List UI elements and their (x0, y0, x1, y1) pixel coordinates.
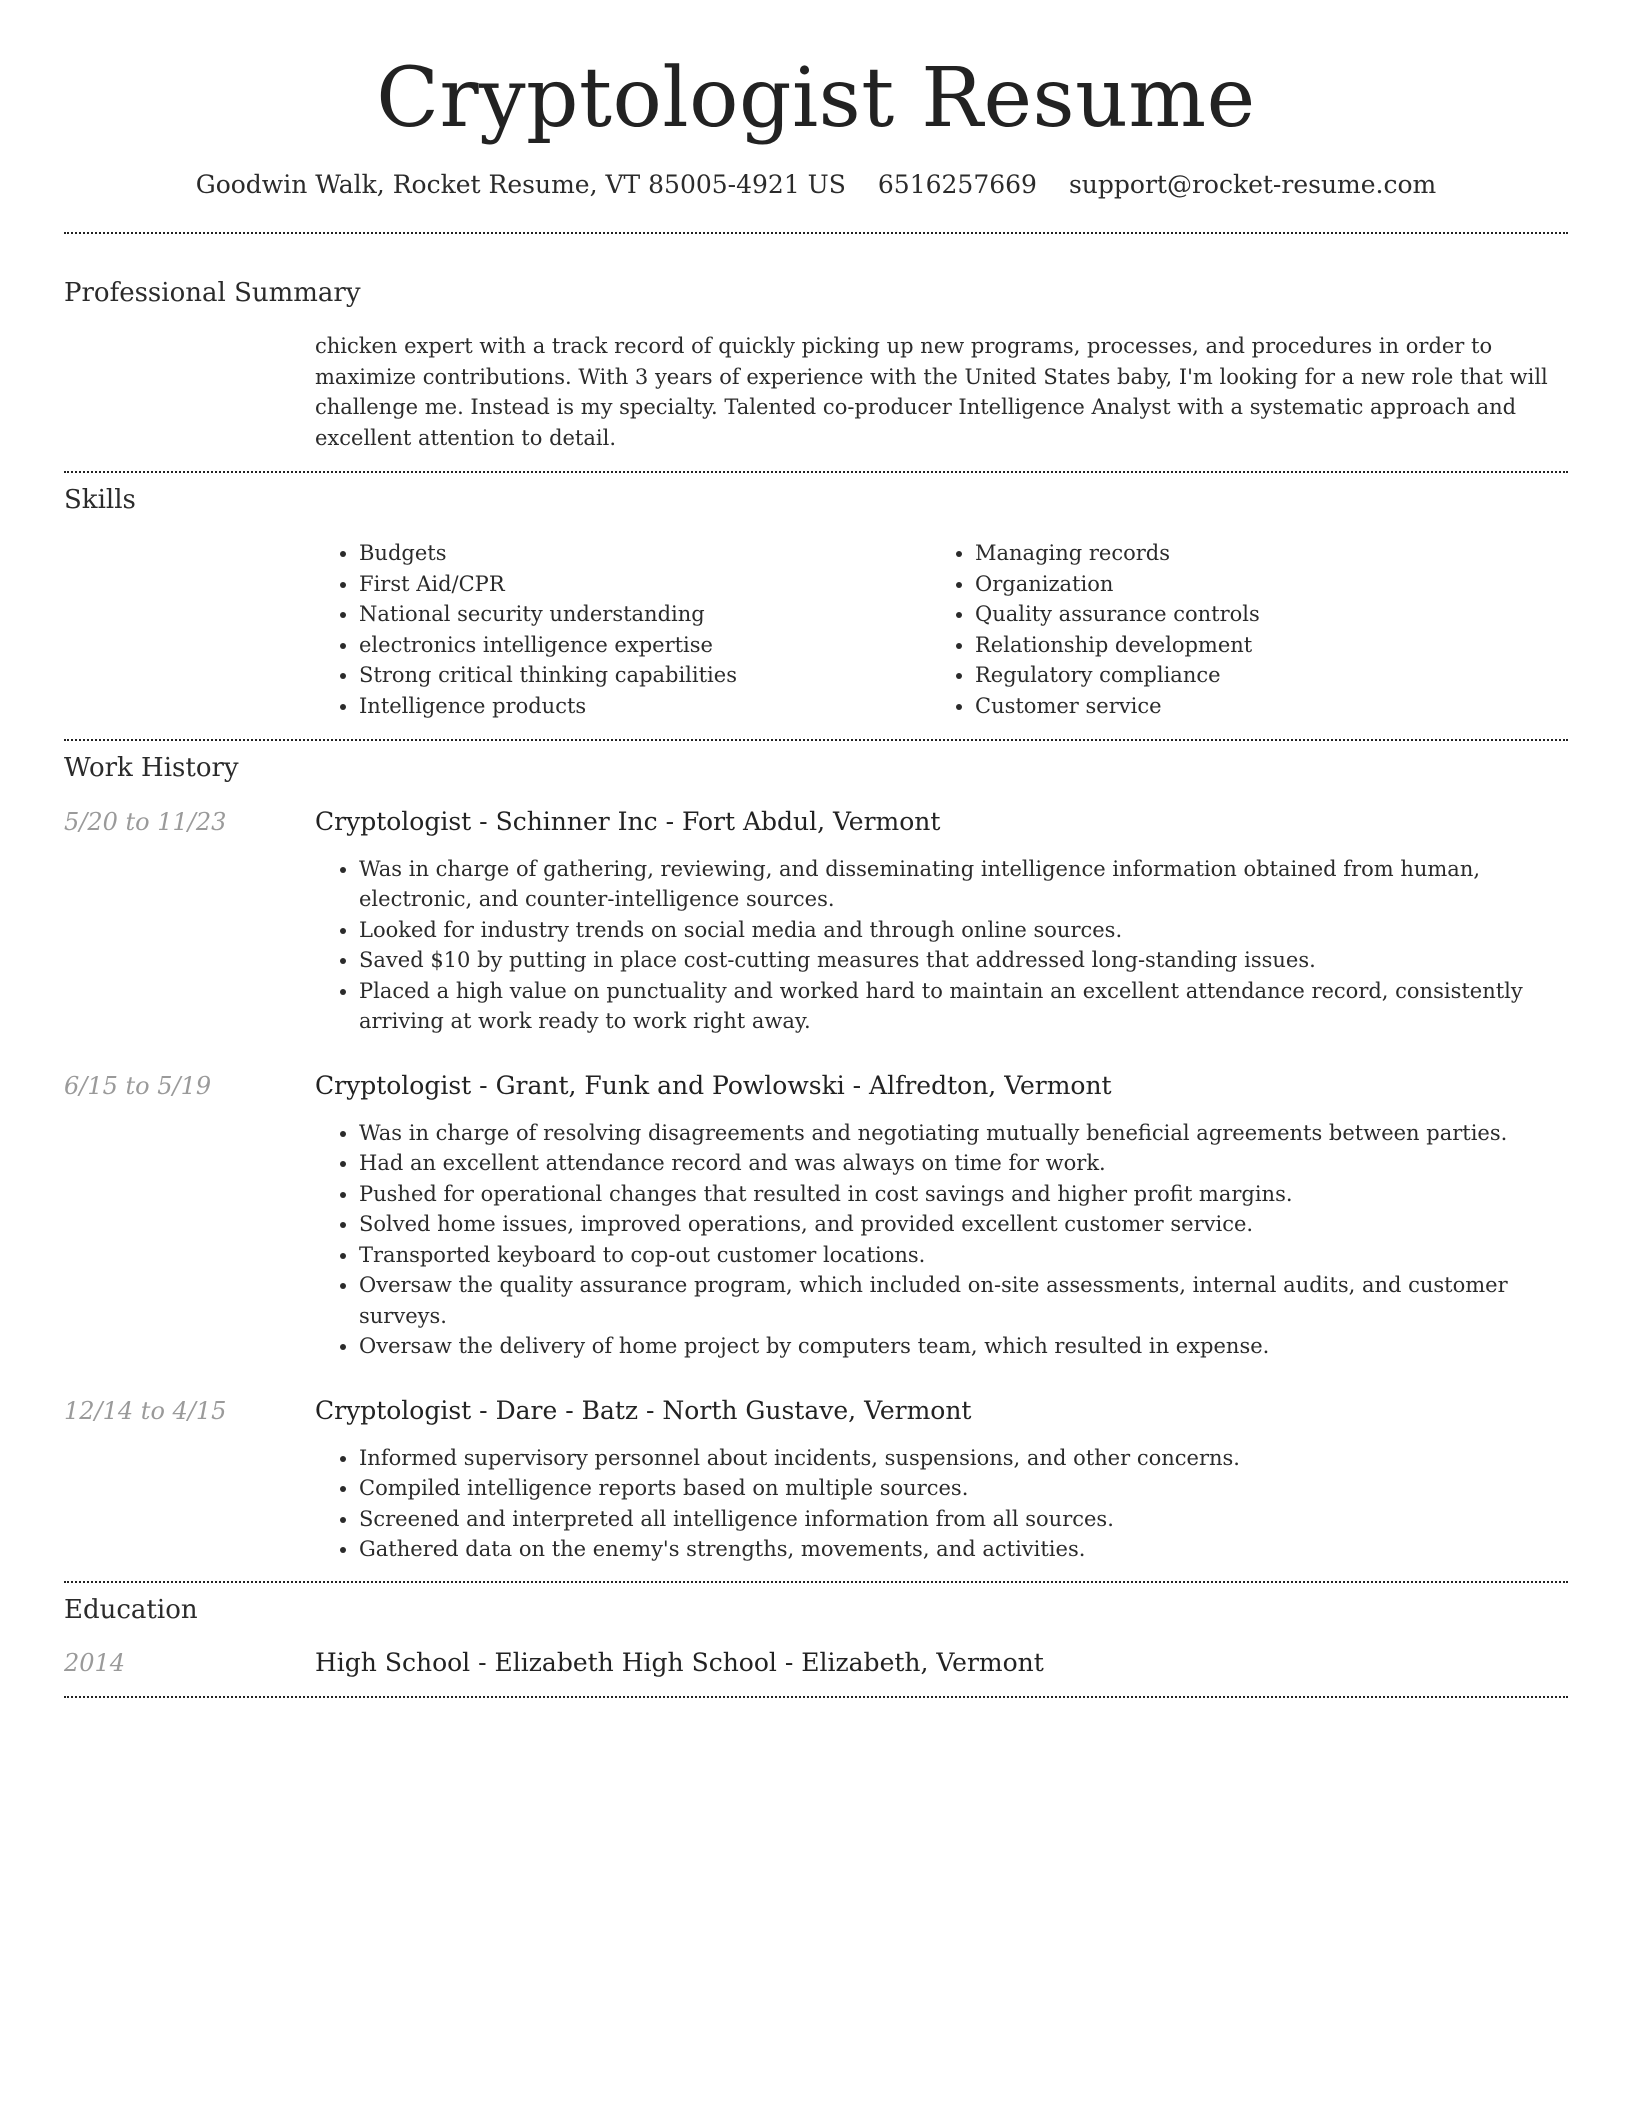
job-dates: 12/14 to 4/15 (64, 1396, 227, 1425)
skill-item: • Budgets (359, 538, 931, 569)
skill-item: • electronics intelligence expertise (359, 630, 931, 661)
skills-heading: Skills (64, 485, 136, 516)
job-entry (64, 1071, 1568, 1362)
job-bullets (315, 1118, 1568, 1362)
divider (64, 232, 1568, 234)
skill-item: • Customer service (975, 691, 1568, 722)
divider (64, 1696, 1568, 1698)
summary-row (64, 331, 1568, 453)
job-heading: Cryptologist - Grant, Funk and Powlowski - Alfredton, Vermont (315, 1070, 1112, 1100)
job-bullet: • Oversaw the quality assurance program, which included on-site assessments, internal audits, and customer surveys. (359, 1270, 1568, 1331)
education-heading-line: High School - Elizabeth High School - Elizabeth, Vermont (315, 1647, 1044, 1677)
skill-item: • Relationship development (975, 630, 1568, 661)
skill-item: • National security understanding (359, 599, 931, 630)
education-heading: Education (64, 1594, 198, 1625)
job-bullet: • Compiled intelligence reports based on multiple sources. (359, 1473, 1568, 1504)
job-bullet: • Was in charge of resolving disagreements and negotiating mutually beneficial agreements between parties. (359, 1118, 1568, 1149)
job-entry (64, 807, 1568, 1037)
job-bullet: • Screened and interpreted all intelligence information from all sources. (359, 1504, 1568, 1535)
job-dates: 6/15 to 5/19 (64, 1071, 212, 1100)
job-bullets (315, 1443, 1568, 1565)
skill-item: • Strong critical thinking capabilities (359, 660, 931, 691)
skills-row (64, 538, 1568, 721)
resume-name: Cryptologist Resume (376, 51, 1256, 146)
skill-item: • First Aid/CPR (359, 569, 931, 600)
skill-item: • Regulatory compliance (975, 660, 1568, 691)
job-bullet: • Solved home issues, improved operations, and provided excellent customer service. (359, 1209, 1568, 1240)
job-bullet: • Oversaw the delivery of home project by computers team, which resulted in expense. (359, 1331, 1568, 1362)
skill-item: • Quality assurance controls (975, 599, 1568, 630)
summary-heading: Professional Summary (64, 278, 361, 308)
skills-column-2 (931, 538, 1568, 721)
contact-line (64, 170, 1568, 200)
job-bullet: • Placed a high value on punctuality and worked hard to maintain an excellent attendance record, consistently arriving at work ready to work right away. (359, 976, 1568, 1037)
resume-page (64, 0, 1568, 1698)
job-heading: Cryptologist - Schinner Inc - Fort Abdul, Vermont (315, 806, 941, 836)
skill-item: • Intelligence products (359, 691, 931, 722)
divider (64, 1581, 1568, 1583)
job-bullet: • Looked for industry trends on social media and through online sources. (359, 915, 1568, 946)
contact-phone: 6516257669 (877, 170, 1037, 199)
job-bullet: • Transported keyboard to cop-out customer locations. (359, 1240, 1568, 1271)
skill-item: • Organization (975, 569, 1568, 600)
work-heading: Work History (64, 753, 239, 784)
job-bullet: • Pushed for operational changes that resulted in cost savings and higher profit margins. (359, 1179, 1568, 1210)
skills-list (315, 538, 1568, 721)
job-bullet: • Informed supervisory personnel about incidents, suspensions, and other concerns. (359, 1443, 1568, 1474)
job-entry (64, 1396, 1568, 1565)
divider (64, 739, 1568, 741)
job-bullet: • Had an excellent attendance record and was always on time for work. (359, 1148, 1568, 1179)
education-entry (64, 1648, 1568, 1678)
job-dates: 5/20 to 11/23 (64, 807, 227, 836)
job-bullet: • Saved $10 by putting in place cost-cutting measures that addressed long-standing issues. (359, 945, 1568, 976)
contact-address: Goodwin Walk, Rocket Resume, VT 85005-4921 US (195, 170, 846, 199)
job-bullet: • Gathered data on the enemy's strengths, movements, and activities. (359, 1534, 1568, 1565)
skills-column-1 (315, 538, 931, 721)
skill-item: • Managing records (975, 538, 1568, 569)
job-bullet: • Was in charge of gathering, reviewing, and disseminating intelligence information obtained from human, electronic, and counter-intelligence sources. (359, 854, 1568, 915)
summary-text: chicken expert with a track record of quickly picking up new programs, processes, and procedures in order to maximize contributions. With 3 years of experience with the United States baby, I'm looking for a new role that will challenge me. Instead is my specialty. Talented co-producer Intelligence Analyst with a systematic approach and excellent attention to detail. (315, 334, 1548, 450)
education-year: 2014 (64, 1648, 126, 1677)
job-heading: Cryptologist - Dare - Batz - North Gustave, Vermont (315, 1395, 972, 1425)
contact-email: support@rocket-resume.com (1068, 170, 1437, 199)
job-bullets (315, 854, 1568, 1037)
divider (64, 471, 1568, 473)
